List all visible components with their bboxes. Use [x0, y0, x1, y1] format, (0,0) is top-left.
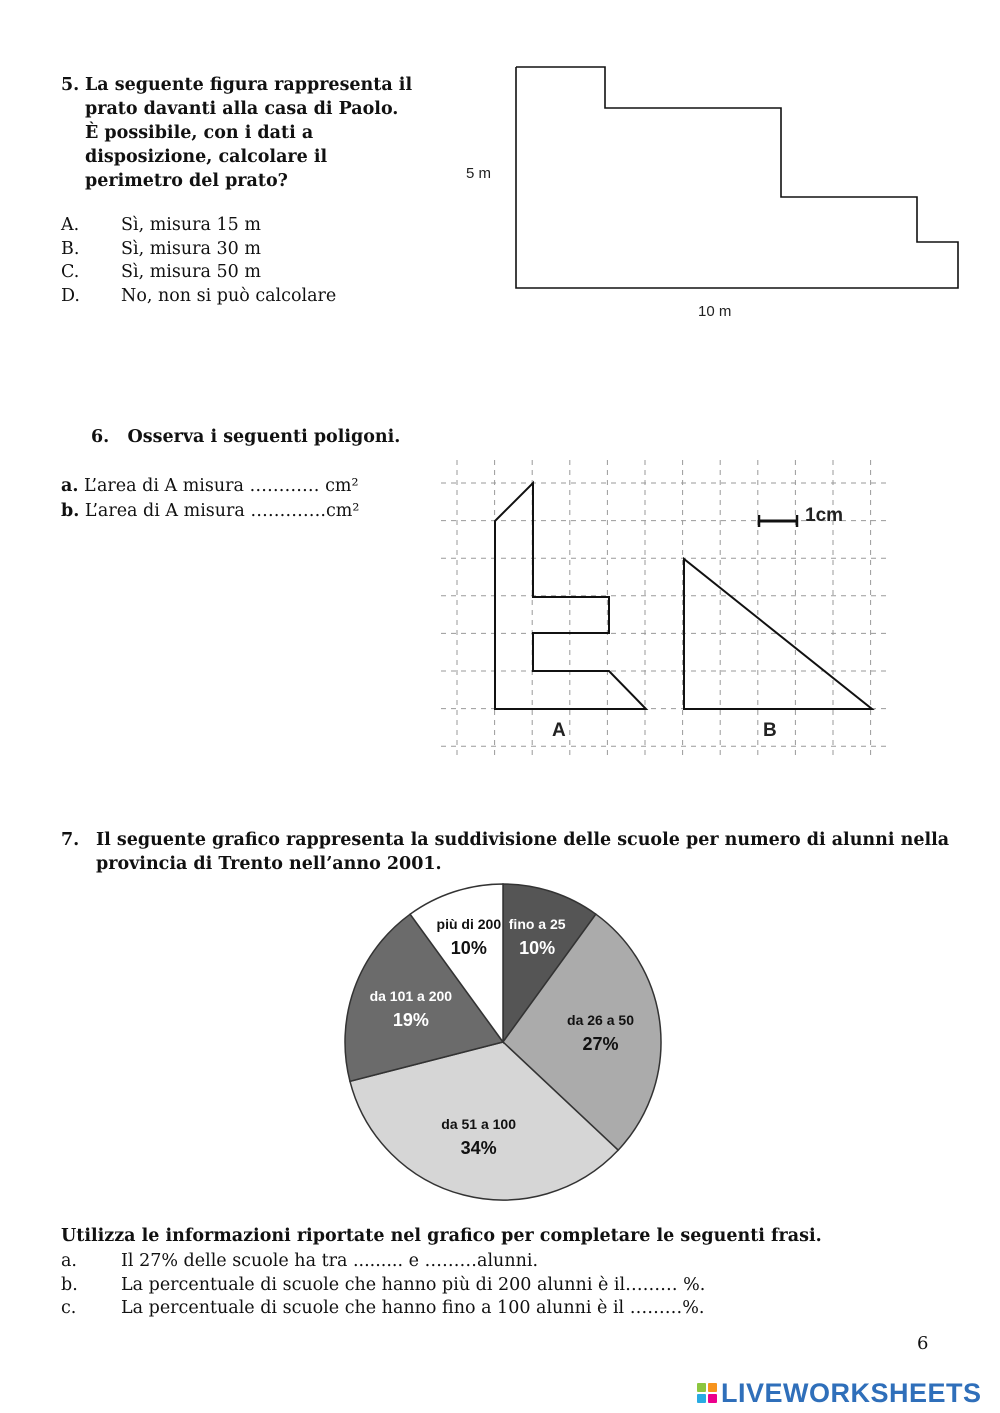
logo-block — [697, 1394, 706, 1403]
polygon-b — [684, 559, 872, 709]
pie-slice-label: da 51 a 100 — [441, 1115, 517, 1132]
q7-items — [61, 1250, 705, 1321]
q7-title-line: Il seguente grafico rappresenta la suddivisione delle scuole per numero di alunni nella — [96, 830, 950, 850]
logo-blocks-icon — [697, 1383, 717, 1403]
scale-label: 1cm — [805, 505, 844, 526]
q5-option-c[interactable]: C. Sì, misura 50 m — [61, 262, 261, 282]
pie-slice-value: 27% — [582, 1033, 619, 1054]
q5-question — [85, 73, 425, 193]
q7-number: 7. — [61, 830, 80, 850]
q6-line-b[interactable]: b. L’area di A misura ………….cm² — [61, 501, 360, 521]
pie-slice-value: 34% — [460, 1137, 497, 1158]
q5-lawn-outline — [516, 67, 958, 288]
q5-lawn-figure — [450, 55, 980, 330]
q5-number: 5. — [61, 75, 80, 95]
pie-slice-value: 19% — [392, 1009, 429, 1030]
logo-block — [697, 1383, 706, 1392]
pie-slice-label: fino a 25 — [508, 915, 566, 932]
q6-title: 6. Osserva i seguenti poligoni. — [91, 427, 401, 447]
pie-slice-value: 10% — [519, 937, 556, 958]
logo-text: LIVEWORKSHEETS — [721, 1377, 982, 1408]
q7-item-a[interactable]: a. Il 27% delle scuole ha tra ......... e ………alunni. — [61, 1251, 539, 1271]
logo-block — [708, 1394, 717, 1403]
q7-item-b[interactable]: b. La percentuale di scuole che hanno più di 200 alunni è il……… %. — [61, 1274, 706, 1295]
q5-width-label: 10 m — [698, 303, 732, 320]
q5-option-d[interactable]: D. No, non si può calcolare — [61, 285, 337, 306]
q5-question-line: prato davanti alla casa di Paolo. — [85, 99, 399, 119]
q5-question-line: disposizione, calcolare il — [85, 147, 328, 167]
liveworksheets-logo[interactable] — [697, 1378, 982, 1408]
q5-options — [61, 214, 336, 308]
pie-slice-value: 10% — [450, 937, 487, 958]
page-number: 6 — [917, 1333, 929, 1354]
label-a: A — [552, 720, 566, 741]
q5-option-b[interactable]: B. Sì, misura 30 m — [61, 238, 261, 259]
pie-slice-label: più di 200 — [436, 915, 502, 932]
q6-line-a[interactable]: a. L’area di A misura ………… cm² — [61, 476, 359, 496]
q5-height-label: 5 m — [466, 165, 492, 182]
q5-question-line: È possibile, con i dati a — [85, 123, 314, 143]
q7-instructions: Utilizza le informazioni riportate nel grafico per completare le seguenti frasi. — [61, 1226, 822, 1246]
q6-polygons-figure — [436, 455, 896, 765]
q7-item-c[interactable]: c. La percentuale di scuole che hanno fino a 100 alunni è il ………%. — [61, 1298, 705, 1318]
q6-lines — [61, 474, 359, 524]
label-b: B — [763, 720, 777, 741]
q5-option-a[interactable]: A. Sì, misura 15 m — [61, 215, 261, 235]
pie-slice-label: da 101 a 200 — [369, 987, 453, 1004]
q7-title — [96, 828, 976, 876]
q7-title-line: provincia di Trento nell’anno 2001. — [96, 854, 442, 874]
pie-slice-label: da 26 a 50 — [567, 1011, 634, 1028]
q5-question-line: La seguente figura rappresenta il — [85, 75, 413, 95]
q5-question-line: perimetro del prato? — [85, 171, 288, 191]
logo-block — [708, 1383, 717, 1392]
q7-pie-chart — [330, 875, 675, 1210]
